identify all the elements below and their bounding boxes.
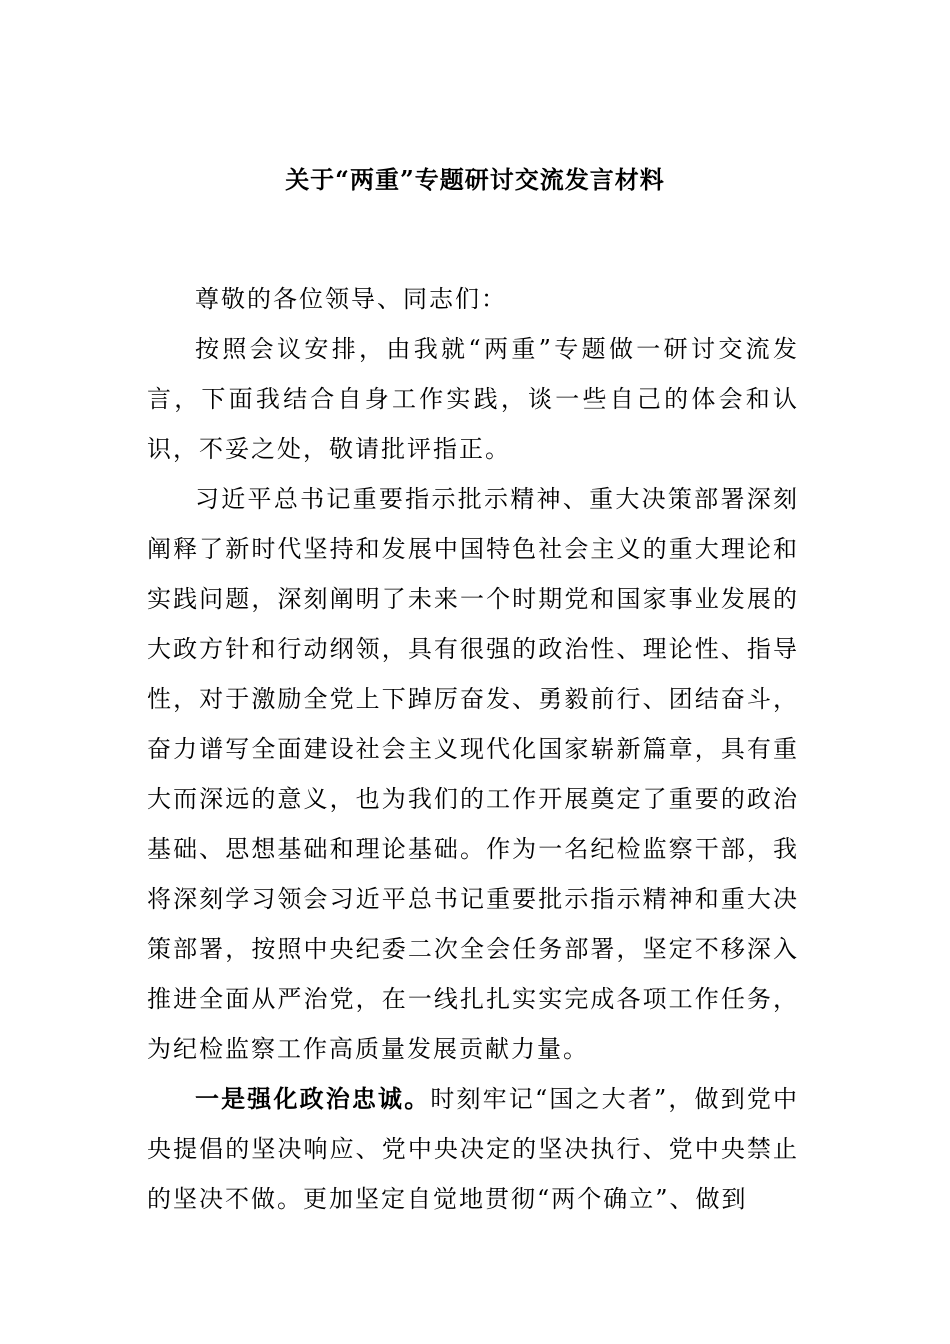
document-title: 关于“两重”专题研讨交流发言材料 [285, 165, 665, 194]
document-body [147, 274, 799, 1224]
greeting-paragraph: 尊敬的各位领导、同志们： [195, 285, 507, 313]
main-paragraph: 习近平总书记重要指示批示精神、重大决策部署深刻阐释了新时代坚持和发展中国特色社会主义的重大理论和实践问题，深刻阐明了未来一个时期党和国家事业发展的大政方针和行动纲领，具有很强的政治性、理论性、指导性，对于激励全党上下踔厉奋发、勇毅前行、团结奋斗，奋力谱写全面建设社会主义现代化国家崭新篇章，具有重大而深远的意义，也为我们的工作开展奠定了重要的政治基础、思想基础和理论基础。作为一名纪检监察干部，我将深刻学习领会习近平总书记重要批示指示精神和重大决策部署，按照中央纪委二次全会任务部署，坚定不移深入推进全面从严治党，在一线扎扎实实完成各项工作任务，为纪检监察工作高质量发展贡献力量。 [147, 485, 799, 1063]
section-one-paragraph [147, 1074, 799, 1224]
section-one-lead: 一是强化政治忠诚。 [195, 1084, 431, 1113]
opening-paragraph: 按照会议安排，由我就“两重”专题做一研讨交流发言，下面我结合自身工作实践，谈一些自己的体会和认识，不妥之处，敬请批评指正。 [147, 335, 799, 463]
section-one-text: 时刻牢记“国之大者”，做到党中央提倡的坚决响应、党中央决定的坚决执行、党中央禁止的坚决不做。更加坚定自觉地贯彻“两个确立”、做到 [147, 1085, 799, 1213]
